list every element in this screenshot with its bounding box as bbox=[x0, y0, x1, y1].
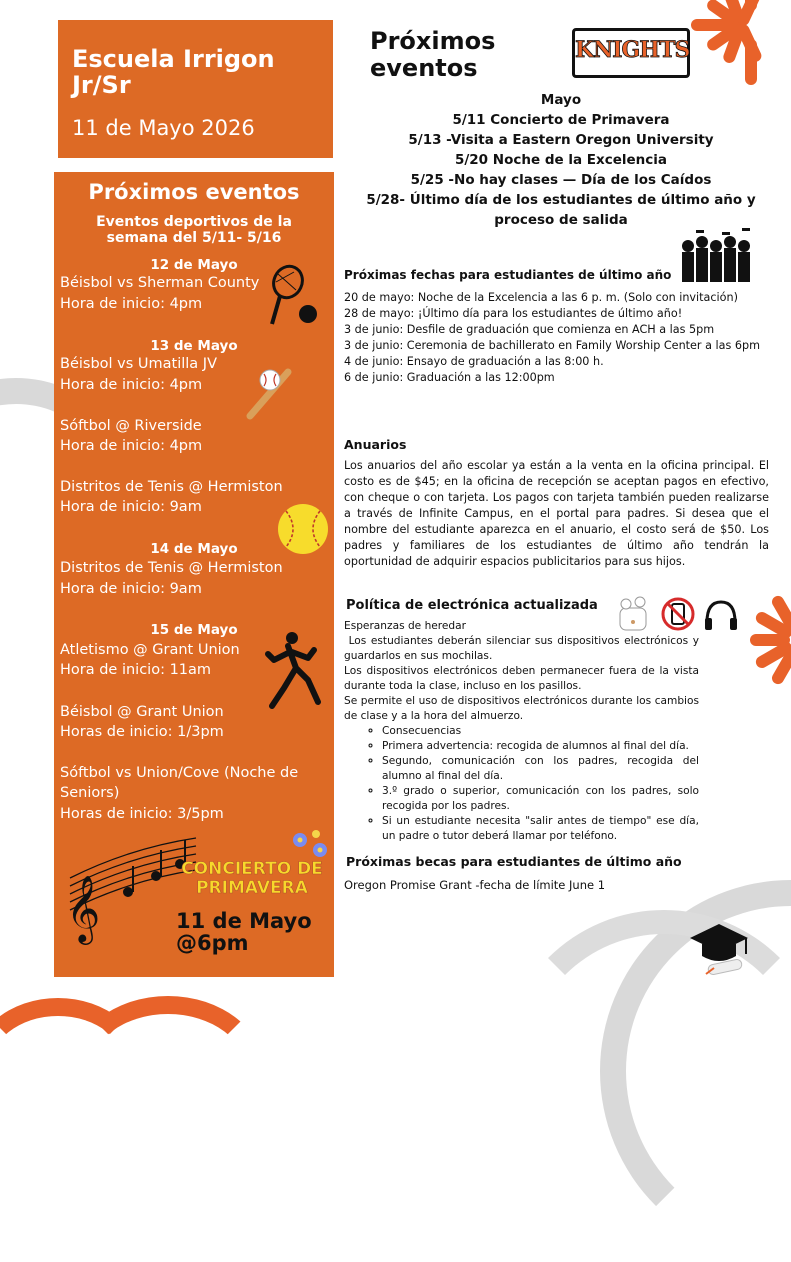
concert-date bbox=[176, 910, 312, 954]
concert-title-line2: PRIMAVERA bbox=[196, 878, 308, 898]
day-heading: 15 de Mayo bbox=[150, 622, 238, 638]
flowers-icon bbox=[290, 828, 334, 862]
day-heading: 12 de Mayo bbox=[150, 257, 238, 273]
svg-text:𝄞: 𝄞 bbox=[66, 874, 101, 942]
upcoming-item: 5/13 -Visita a Eastern Oregon University bbox=[408, 132, 714, 148]
upcoming-month: Mayo bbox=[540, 92, 582, 108]
upcoming-item: 5/28- Último día de los estudiantes de último año y bbox=[366, 192, 756, 208]
event-line: Hora de inicio: 4pm bbox=[60, 377, 203, 393]
upcoming-item: 5/25 -No hay clases — Día de los Caídos bbox=[410, 172, 712, 188]
baseball-bat-icon bbox=[244, 366, 300, 420]
senior-date-line: 3 de junio: Ceremonia de bachillerato en Family Worship Center a las 6pm bbox=[344, 339, 760, 352]
event-line: Sóftbol @ Riverside bbox=[60, 418, 202, 434]
scholarships-heading: Próximas becas para estudiantes de último año bbox=[346, 854, 682, 869]
upcoming-item: 5/11 Concierto de Primavera bbox=[452, 112, 670, 128]
event-line: Sóftbol vs Union/Cove (Noche de bbox=[60, 765, 299, 781]
electronics-line: Los dispositivos electrónicos deben permanecer fuera de la vista durante toda la clase, incluso en los pasillos. bbox=[344, 665, 699, 692]
upcoming-item: proceso de salida bbox=[494, 212, 628, 228]
electronics-line: Se permite el uso de dispositivos electrónicos durante los cambios de clase y a la hora del almuerzo. bbox=[344, 695, 699, 722]
upcoming-title-line2: eventos bbox=[370, 54, 478, 82]
day-heading: 14 de Mayo bbox=[150, 541, 238, 557]
tennis-racket-icon bbox=[266, 264, 322, 330]
event-line: Distritos de Tenis @ Hermiston bbox=[60, 560, 283, 576]
graduates-icon bbox=[678, 228, 758, 284]
graduation-cap-icon bbox=[688, 922, 750, 976]
senior-date-line: 28 de mayo: ¡Último día para los estudiantes de último año! bbox=[344, 307, 683, 320]
runner-icon bbox=[262, 630, 324, 710]
senior-date-line: 4 de junio: Ensayo de graduación a las 8:00 h. bbox=[344, 355, 604, 368]
event-line: Béisbol vs Sherman County bbox=[60, 275, 260, 291]
electronics-body bbox=[344, 619, 703, 844]
event-line: Horas de inicio: 3/5pm bbox=[60, 806, 224, 822]
consequence-item: ◦ Segundo, comunicación con los padres, recogida del alumno al final del día. bbox=[382, 754, 699, 784]
upcoming-item: 5/20 Noche de la Excelencia bbox=[454, 152, 668, 168]
event-line: Béisbol vs Umatilla JV bbox=[60, 356, 217, 372]
school-name: Escuela Irrigon Jr/Sr bbox=[72, 45, 275, 99]
event-line: Hora de inicio: 9am bbox=[60, 581, 202, 597]
header-card bbox=[58, 20, 333, 158]
knights-logo-text: KNIGHTS bbox=[575, 37, 690, 63]
knights-logo bbox=[572, 28, 690, 78]
consequence-item: ◦ Primera advertencia: recogida de alumnos al final del día. bbox=[382, 739, 699, 754]
yearbooks-heading: Anuarios bbox=[344, 437, 407, 452]
event-line: Atletismo @ Grant Union bbox=[60, 642, 240, 658]
panel-subtitle: Eventos deportivos de la semana del 5/11- 5/16 bbox=[96, 214, 292, 246]
consequence-item: ◦ Si un estudiante necesita "salir antes de tiempo" ese día, un padre o tutor deberá llamar por teléfono. bbox=[382, 814, 699, 844]
senior-date-line: 6 de junio: Graduación a las 12:00pm bbox=[344, 371, 555, 384]
yearbooks-body: Los anuarios del año escolar ya están a la venta en la oficina principal. El costo es de $45; en la oficina de recepción se aceptan pagos en efectivo, con cheque o con tarjeta. Los pagos con tarjeta también pueden realizarse a través de Infinite Campus, en el portal para padres. Si desea que el nombre del estudiante aparezca en el anuario, el costo será de $50. Los padres y familiares de los estudiantes de último año tendrán la oportunidad de adquirir espacios publicitarios para sus hijos. bbox=[344, 459, 769, 568]
event-line: Hora de inicio: 11am bbox=[60, 662, 212, 678]
event-line: Béisbol @ Grant Union bbox=[60, 704, 224, 720]
upcoming-list bbox=[340, 90, 782, 230]
concert-title bbox=[172, 860, 332, 898]
senior-date-line: 3 de junio: Desfile de graduación que comienza en ACH a las 5pm bbox=[344, 323, 715, 336]
day-heading: 13 de Mayo bbox=[150, 338, 238, 354]
scholarship-line: Oregon Promise Grant -fecha de límite June 1 bbox=[344, 878, 606, 892]
concert-date-line1: 11 de Mayo bbox=[176, 909, 312, 933]
event-line: Horas de inicio: 1/3pm bbox=[60, 724, 224, 740]
upcoming-title bbox=[370, 28, 495, 82]
senior-dates-list bbox=[344, 290, 769, 386]
event-line: Seniors) bbox=[60, 785, 120, 801]
softball-icon bbox=[276, 502, 330, 556]
concert-title-line1: CONCIERTO DE bbox=[181, 859, 323, 879]
consequence-item: ◦ Consecuencias bbox=[382, 724, 699, 739]
sports-events-panel bbox=[54, 172, 334, 977]
headphones-icon bbox=[702, 598, 740, 632]
newsletter-date: 11 de Mayo 2026 bbox=[72, 116, 255, 140]
electronics-line: Los estudiantes deberán silenciar sus dispositivos electrónicos y guardarlos en sus mochilas. bbox=[344, 635, 703, 662]
electronics-line: Esperanzas de heredar bbox=[344, 620, 467, 632]
senior-dates-heading: Próximas fechas para estudiantes de último año bbox=[344, 268, 672, 282]
event-line: Hora de inicio: 9am bbox=[60, 499, 202, 515]
event-line: Hora de inicio: 4pm bbox=[60, 296, 203, 312]
electronics-heading: Política de electrónica actualizada bbox=[346, 598, 598, 613]
panel-title: Próximos eventos bbox=[88, 180, 300, 204]
upcoming-title-line1: Próximos bbox=[370, 27, 496, 55]
concert-date-line2: @6pm bbox=[176, 931, 249, 955]
senior-date-line: 20 de mayo: Noche de la Excelencia a las 6 p. m. (Solo con invitación) bbox=[344, 291, 738, 304]
event-line: Distritos de Tenis @ Hermiston bbox=[60, 479, 283, 495]
consequence-item: ◦ 3.º grado o superior, comunicación con los padres, solo recogida por los padres. bbox=[382, 784, 699, 814]
event-line: Hora de inicio: 4pm bbox=[60, 438, 203, 454]
consequences-list bbox=[344, 724, 699, 844]
